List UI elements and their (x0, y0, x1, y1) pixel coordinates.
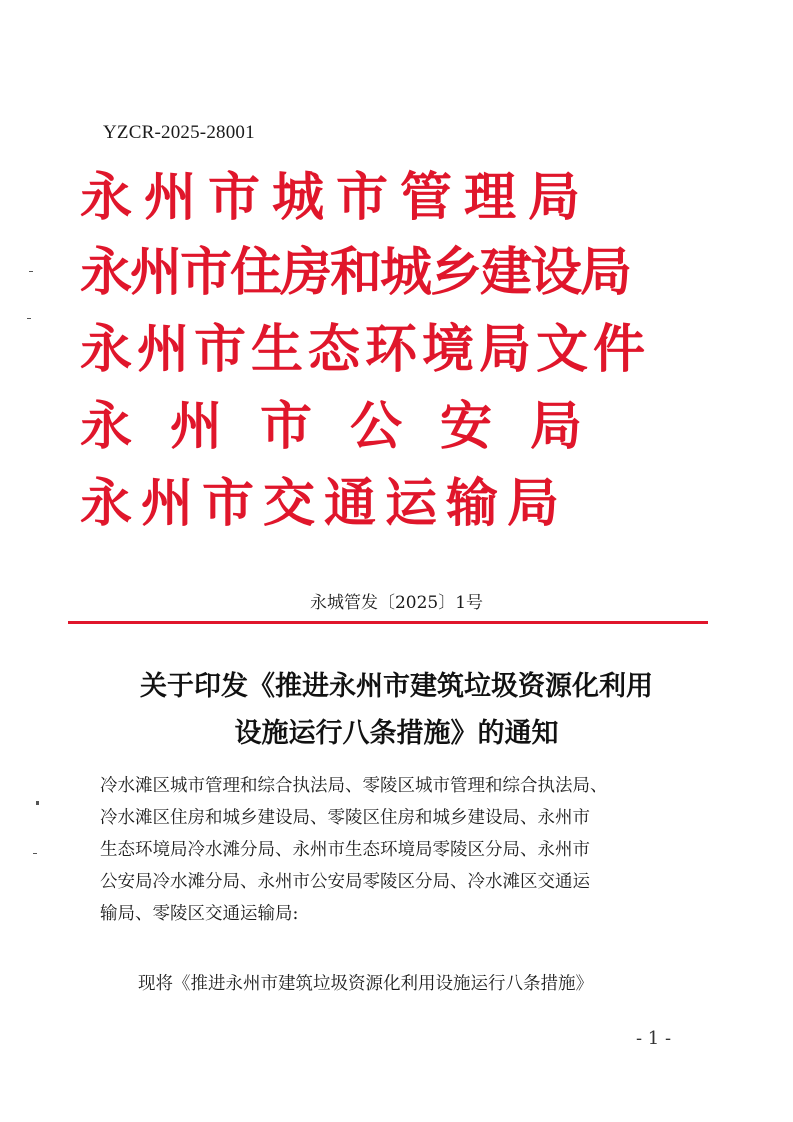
page-number: - 1 - (636, 1028, 672, 1049)
recipients-line: 公安局冷水滩分局、永州市公安局零陵区分局、冷水滩区交通运 (100, 872, 590, 892)
masthead-line-housing: 永州市住房和城乡建设局 (80, 243, 631, 303)
document-title-line-1: 关于印发《推进永州市建筑垃圾资源化利用 (140, 671, 653, 702)
masthead-line-transport: 永州市交通运输局 (80, 474, 569, 534)
scan-mark (29, 271, 33, 272)
body-paragraph: 现将《推进永州市建筑垃圾资源化利用设施运行八条措施》 (138, 974, 593, 994)
document-code: YZCR-2025-28001 (103, 122, 255, 143)
masthead-line-public-security: 永州市公安局 (80, 397, 621, 457)
recipients-line: 生态环境局冷水滩分局、永州市生态环境局零陵区分局、永州市 (100, 840, 590, 860)
recipients-line: 冷水滩区城市管理和综合执法局、零陵区城市管理和综合执法局、 (100, 776, 608, 796)
recipients-line: 冷水滩区住房和城乡建设局、零陵区住房和城乡建设局、永州市 (100, 808, 590, 828)
masthead-line-ecology: 永州市生态环境局文件 (80, 320, 651, 380)
recipients-block (100, 770, 710, 930)
scan-mark (27, 318, 31, 319)
recipients-line: 输局、零陵区交通运输局: (100, 904, 299, 924)
scan-mark (36, 801, 39, 805)
masthead-line-city-management: 永州市城市管理局 (80, 168, 593, 228)
document-number: 永城管发〔2025〕1号 (309, 593, 484, 613)
document-title-line-2: 设施运行八条措施》的通知 (234, 718, 559, 749)
scan-mark (33, 853, 37, 854)
red-separator-line (68, 621, 708, 624)
